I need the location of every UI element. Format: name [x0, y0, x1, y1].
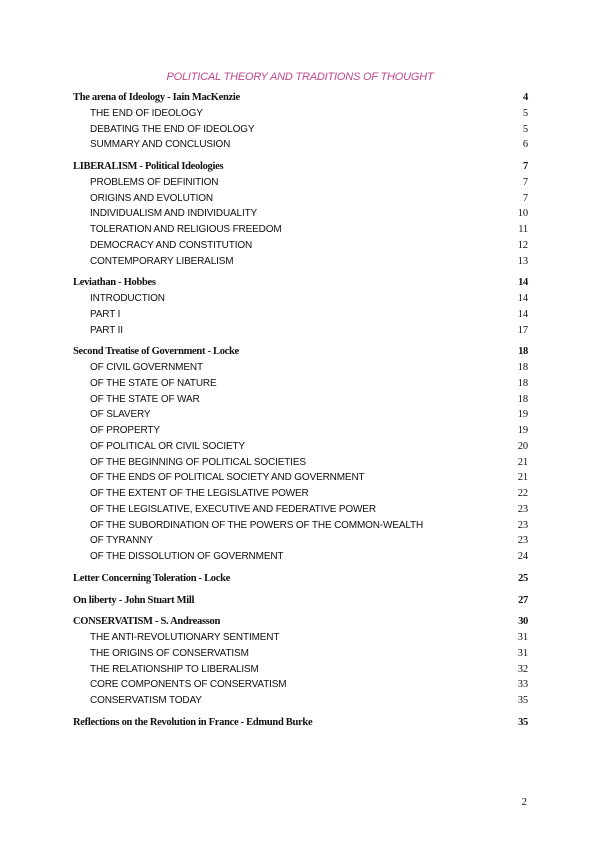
toc-subsection-entry[interactable] [73, 439, 528, 455]
toc-chapter-page: 27 [518, 594, 528, 606]
toc-subsection-title: OF SLAVERY [90, 409, 151, 421]
toc-subsection-page: 10 [517, 208, 528, 220]
toc-subsection-title: THE RELATIONSHIP TO LIBERALISM [90, 663, 259, 675]
toc-section [73, 159, 528, 269]
toc-chapter-entry[interactable] [73, 90, 528, 106]
toc-subsection-entry[interactable] [73, 470, 528, 486]
toc-subsection-title: CORE COMPONENTS OF CONSERVATISM [90, 679, 287, 691]
toc-subsection-title: OF THE LEGISLATIVE, EXECUTIVE AND FEDERATIVE POWER [90, 503, 376, 515]
table-of-contents [73, 90, 528, 737]
toc-subsection-title: PART I [90, 308, 121, 320]
toc-subsection-entry[interactable] [73, 206, 528, 222]
toc-subsection-entry[interactable] [73, 175, 528, 191]
toc-subsection-page: 23 [517, 503, 528, 515]
toc-chapter-title: LIBERALISM - Political Ideologies [73, 161, 224, 172]
toc-chapter-title: Leviathan - Hobbes [73, 277, 156, 289]
toc-subsection-title: OF CIVIL GOVERNMENT [90, 362, 203, 373]
toc-subsection-title: CONTEMPORARY LIBERALISM [90, 255, 234, 267]
toc-subsection-title: SUMMARY AND CONCLUSION [90, 139, 231, 151]
toc-chapter-page: 18 [518, 346, 528, 358]
toc-subsection-entry[interactable] [73, 307, 528, 323]
toc-subsection-page: 7 [522, 176, 528, 188]
toc-subsection-entry[interactable] [73, 677, 528, 693]
toc-subsection-entry[interactable] [73, 392, 528, 408]
toc-subsection-page: 32 [517, 663, 528, 675]
toc-chapter-page: 25 [518, 572, 528, 584]
toc-chapter-entry[interactable] [73, 159, 528, 175]
toc-subsection-entry[interactable] [73, 106, 528, 122]
toc-subsection-page: 22 [517, 488, 528, 499]
toc-chapter-title: Letter Concerning Toleration - Locke [73, 572, 230, 584]
toc-subsection-entry[interactable] [73, 549, 528, 565]
toc-chapter-entry[interactable] [73, 593, 528, 609]
toc-subsection-page: 31 [517, 632, 528, 643]
toc-chapter-page: 4 [523, 92, 528, 103]
toc-subsection-page: 35 [517, 695, 528, 706]
toc-chapter-entry[interactable] [73, 614, 528, 630]
toc-section [73, 571, 528, 587]
toc-subsection-page: 13 [517, 255, 528, 267]
toc-subsection-title: ORIGINS AND EVOLUTION [90, 192, 213, 204]
toc-subsection-page: 18 [517, 362, 528, 373]
toc-chapter-page: 7 [523, 161, 528, 172]
toc-chapter-title: Second Treatise of Government - Locke [73, 346, 239, 358]
toc-subsection-entry[interactable] [73, 533, 528, 549]
toc-section [73, 614, 528, 709]
toc-subsection-page: 21 [517, 472, 528, 484]
toc-chapter-title: Reflections on the Revolution in France - Edmund Burke [73, 716, 313, 728]
toc-section [73, 593, 528, 609]
toc-subsection-page: 33 [517, 679, 528, 691]
toc-chapter-entry[interactable] [73, 715, 528, 731]
toc-subsection-page: 5 [522, 107, 528, 119]
toc-subsection-title: TOLERATION AND RELIGIOUS FREEDOM [90, 224, 282, 235]
toc-subsection-entry[interactable] [73, 693, 528, 709]
toc-subsection-title: OF TYRANNY [90, 535, 153, 547]
toc-chapter-title: The arena of Ideology - Iain MacKenzie [73, 92, 240, 103]
toc-subsection-page: 19 [517, 425, 528, 436]
toc-subsection-page: 17 [517, 324, 528, 336]
toc-subsection-entry[interactable] [73, 646, 528, 662]
toc-chapter-title: CONSERVATISM - S. Andreasson [73, 616, 221, 628]
toc-subsection-page: 6 [522, 139, 528, 151]
toc-subsection-entry[interactable] [73, 191, 528, 207]
toc-chapter-page: 14 [518, 277, 528, 289]
toc-chapter-entry[interactable] [73, 344, 528, 360]
toc-subsection-title: OF THE SUBORDINATION OF THE POWERS OF THE COMMON-WEALTH [90, 519, 424, 531]
toc-subsection-page: 14 [517, 308, 528, 320]
toc-subsection-page: 21 [517, 456, 528, 468]
toc-subsection-title: PROBLEMS OF DEFINITION [90, 176, 219, 188]
toc-subsection-entry[interactable] [73, 502, 528, 518]
toc-subsection-entry[interactable] [73, 323, 528, 339]
toc-subsection-page: 18 [517, 393, 528, 405]
toc-chapter-page: 35 [518, 716, 528, 728]
toc-chapter-title: On liberty - John Stuart Mill [73, 594, 195, 606]
toc-subsection-entry[interactable] [73, 222, 528, 238]
toc-subsection-entry[interactable] [73, 662, 528, 678]
toc-subsection-page: 19 [517, 409, 528, 421]
toc-section [73, 275, 528, 338]
toc-section [73, 90, 528, 153]
toc-subsection-page: 24 [517, 551, 528, 562]
toc-subsection-title: OF THE DISSOLUTION OF GOVERNMENT [90, 551, 284, 562]
document-title: POLITICAL THEORY AND TRADITIONS OF THOUGHT [166, 71, 434, 83]
toc-subsection-title: OF THE BEGINNING OF POLITICAL SOCIETIES [90, 456, 306, 468]
toc-chapter-entry[interactable] [73, 275, 528, 291]
toc-subsection-page: 23 [517, 519, 528, 531]
toc-section [73, 715, 528, 731]
toc-subsection-title: DEBATING THE END OF IDEOLOGY [90, 123, 255, 135]
toc-subsection-entry[interactable] [73, 423, 528, 439]
toc-subsection-page: 31 [517, 647, 528, 659]
toc-subsection-title: OF THE STATE OF NATURE [90, 377, 217, 389]
toc-subsection-page: 20 [517, 440, 528, 452]
toc-subsection-title: DEMOCRACY AND CONSTITUTION [90, 239, 253, 251]
page-number: 2 [521, 796, 527, 808]
toc-subsection-title: OF POLITICAL OR CIVIL SOCIETY [90, 440, 245, 452]
toc-subsection-entry[interactable] [73, 518, 528, 534]
toc-subsection-page: 18 [517, 377, 528, 389]
toc-subsection-title: THE ANTI-REVOLUTIONARY SENTIMENT [90, 632, 280, 643]
toc-subsection-entry[interactable] [73, 376, 528, 392]
toc-subsection-page: 23 [517, 535, 528, 547]
toc-section [73, 344, 528, 565]
toc-subsection-title: OF THE EXTENT OF THE LEGISLATIVE POWER [90, 488, 309, 499]
toc-subsection-page: 5 [522, 123, 528, 135]
toc-subsection-title: PART II [90, 324, 123, 336]
toc-subsection-entry[interactable] [73, 291, 528, 307]
toc-subsection-title: OF PROPERTY [90, 425, 160, 436]
toc-subsection-title: INTRODUCTION [90, 293, 165, 304]
toc-subsection-entry[interactable] [73, 360, 528, 376]
toc-subsection-page: 14 [517, 293, 528, 304]
toc-subsection-title: OF THE ENDS OF POLITICAL SOCIETY AND GOVERNMENT [90, 472, 365, 484]
toc-subsection-entry[interactable] [73, 486, 528, 502]
toc-subsection-title: INDIVIDUALISM AND INDIVIDUALITY [90, 208, 258, 220]
toc-subsection-entry[interactable] [73, 407, 528, 423]
toc-subsection-entry[interactable] [73, 455, 528, 471]
toc-subsection-entry[interactable] [73, 137, 528, 153]
toc-subsection-title: CONSERVATISM TODAY [90, 695, 202, 706]
toc-subsection-title: OF THE STATE OF WAR [90, 393, 200, 405]
toc-subsection-page: 12 [517, 239, 528, 251]
toc-chapter-page: 30 [518, 616, 528, 628]
toc-subsection-entry[interactable] [73, 630, 528, 646]
toc-subsection-entry[interactable] [73, 122, 528, 138]
toc-subsection-entry[interactable] [73, 254, 528, 270]
toc-chapter-entry[interactable] [73, 571, 528, 587]
toc-subsection-entry[interactable] [73, 238, 528, 254]
toc-subsection-title: THE END OF IDEOLOGY [90, 107, 203, 119]
toc-subsection-page: 7 [522, 192, 528, 204]
toc-subsection-title: THE ORIGINS OF CONSERVATISM [90, 647, 249, 659]
toc-subsection-page: 11 [518, 224, 528, 235]
